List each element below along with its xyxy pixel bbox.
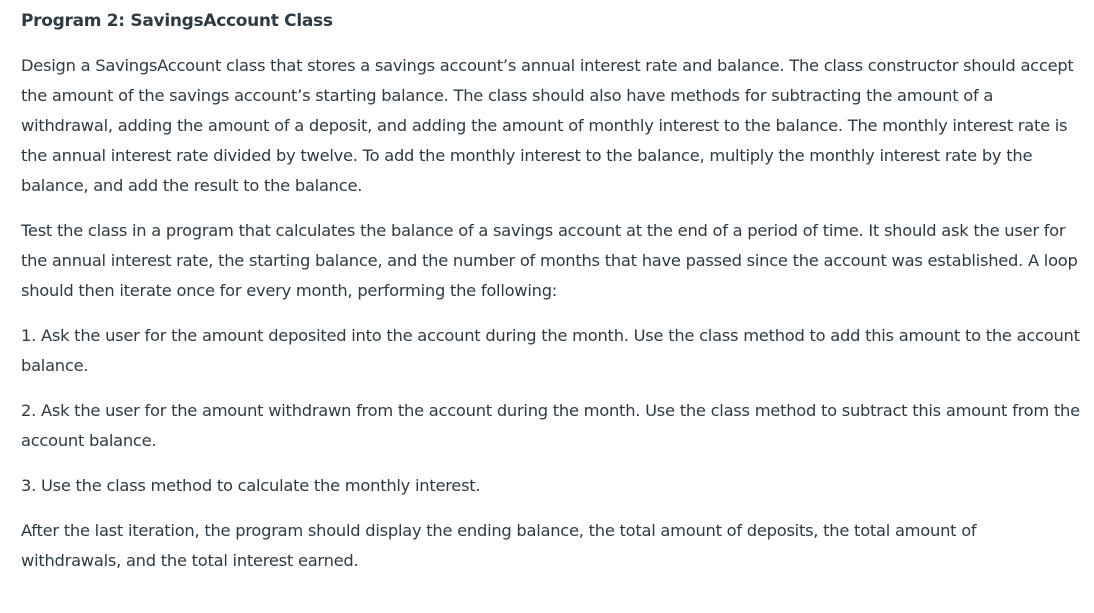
assignment-content [21,8,1081,576]
paragraph-class-description: Design a SavingsAccount class that stores a savings account’s annual interest rate and balance. The class constructor should accept the amount of the savings account’s starting balance. The class should also have methods for subtracting the amount of a withdrawal, adding the amount of a deposit, and adding the amount of monthly interest to the balance. The monthly interest rate is the annual interest rate divided by twelve. To add the monthly interest to the balance, multiply the monthly interest rate by the balance, and add the result to the balance. [21,56,1074,195]
paragraph-step-1-deposit: 1. Ask the user for the amount deposited into the account during the month. Use the class method to add this amount to the account balance. [21,326,1080,375]
page-title: Program 2: SavingsAccount Class [21,11,333,31]
paragraph-step-2-withdrawal: 2. Ask the user for the amount withdrawn from the account during the month. Use the class method to subtract this amount from the account balance. [21,401,1080,450]
paragraph-final-output: After the last iteration, the program should display the ending balance, the total amount of deposits, the total amount of withdrawals, and the total interest earned. [21,521,977,570]
paragraph-step-3-interest: 3. Use the class method to calculate the monthly interest. [21,476,481,495]
paragraph-test-program: Test the class in a program that calculates the balance of a savings account at the end of a period of time. It should ask the user for the annual interest rate, the starting balance, and the number of months that have passed since the account was established. A loop should then iterate once for every month, performing the following: [21,221,1078,300]
